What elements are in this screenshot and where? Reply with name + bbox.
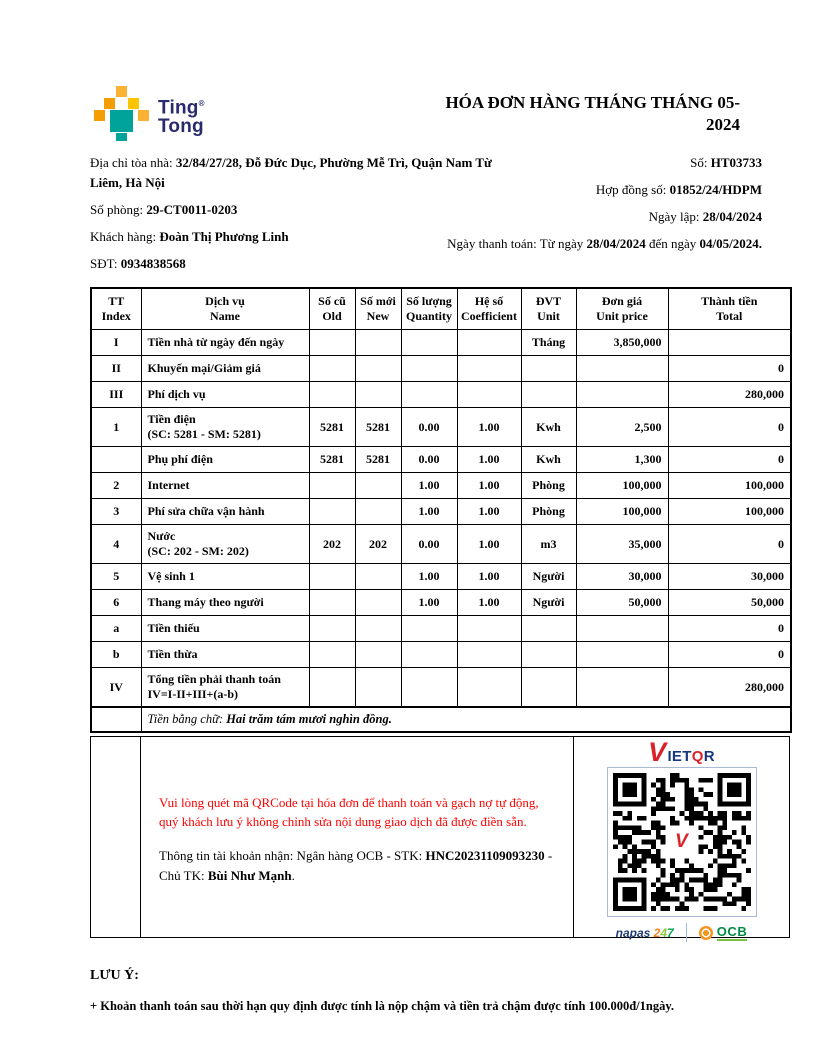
cell-old-reading	[309, 499, 355, 525]
qr-warning-note: Vui lòng quét mã QRCode tại hóa đơn để thanh toán và gạch nợ tự động, quý khách lưu ý không chỉnh sửa nội dung giao dịch đã được điền sẵn.	[159, 795, 539, 829]
cell-old-reading: 5281	[309, 447, 355, 473]
page-title: HÓA ĐƠN HÀNG THÁNG THÁNG 05-2024	[445, 93, 740, 134]
cell-quantity	[401, 616, 457, 642]
cell-old-reading	[309, 473, 355, 499]
cell-new-reading	[355, 473, 401, 499]
cell-index: 5	[91, 564, 141, 590]
vietqr-center-icon: V	[669, 829, 695, 855]
table-row	[91, 642, 791, 668]
cell-unit-price: 50,000	[576, 590, 668, 616]
cell-index: a	[91, 616, 141, 642]
cell-total: 30,000	[668, 564, 791, 590]
cell-coefficient: 1.00	[457, 447, 521, 473]
cell-total: 0	[668, 356, 791, 382]
table-row	[91, 525, 791, 564]
logo-square	[116, 133, 127, 141]
cell-quantity: 0.00	[401, 408, 457, 447]
logo-square	[104, 98, 115, 109]
customer-phone: SĐT: 0934838568	[90, 256, 186, 271]
payment-networks	[616, 923, 748, 942]
cell-unit: Kwh	[521, 447, 576, 473]
cell-old-reading	[309, 382, 355, 408]
cell-index: 3	[91, 499, 141, 525]
customer-name: Khách hàng: Đoàn Thị Phương Linh	[90, 229, 289, 244]
brand-name	[158, 86, 205, 141]
cell-unit: Người	[521, 564, 576, 590]
cell-new-reading: 5281	[355, 447, 401, 473]
cell-unit	[521, 668, 576, 708]
document-header	[90, 86, 790, 141]
table-header-row	[91, 288, 791, 330]
brand-line2: Tong	[158, 116, 204, 138]
cell-new-reading: 202	[355, 525, 401, 564]
cell-coefficient: 1.00	[457, 564, 521, 590]
cell-unit-price: 1,300	[576, 447, 668, 473]
invoice-info	[90, 153, 790, 274]
cell-index: 1	[91, 408, 141, 447]
qr-code-panel	[573, 737, 789, 940]
cell-index: 2	[91, 473, 141, 499]
tingtong-logo-icon	[94, 86, 149, 141]
cell-coefficient	[457, 330, 521, 356]
col-header-total: Thành tiền Total	[668, 288, 791, 330]
cell-new-reading	[355, 382, 401, 408]
cell-unit	[521, 616, 576, 642]
cell-coefficient	[457, 668, 521, 708]
logo-square	[110, 110, 133, 132]
receiving-account-info: Thông tin tài khoản nhận: Ngân hàng OCB - STK: HNC20231109093230 - Chủ TK: Bùi Như Mạnh.	[159, 848, 553, 883]
cell-coefficient: 1.00	[457, 499, 521, 525]
cell-unit	[521, 356, 576, 382]
cell-service-name: Tiền thiếu	[141, 616, 309, 642]
cell-coefficient: 1.00	[457, 525, 521, 564]
cell-old-reading	[309, 616, 355, 642]
table-row	[91, 330, 791, 356]
cell-old-reading	[309, 642, 355, 668]
cell-unit-price: 100,000	[576, 499, 668, 525]
cell-index: I	[91, 330, 141, 356]
cell-coefficient	[457, 616, 521, 642]
table-row	[91, 356, 791, 382]
cell-total: 280,000	[668, 382, 791, 408]
table-row	[91, 408, 791, 447]
cell-old-reading: 202	[309, 525, 355, 564]
cell-unit-price	[576, 616, 668, 642]
cell-index: IV	[91, 668, 141, 708]
col-header-unit: ĐVT Unit	[521, 288, 576, 330]
cell-total: 100,000	[668, 473, 791, 499]
cell-index: II	[91, 356, 141, 382]
table-row	[91, 564, 791, 590]
cell-unit-price	[576, 668, 668, 708]
table-row	[91, 473, 791, 499]
cell-service-name: Internet	[141, 473, 309, 499]
col-header-old: Số cũ Old	[309, 288, 355, 330]
logo-square	[138, 110, 149, 121]
col-header-coefficient: Hệ số Coefficient	[457, 288, 521, 330]
cell-index	[91, 447, 141, 473]
cell-service-name: Tiền nhà từ ngày đến ngày	[141, 330, 309, 356]
cell-service-name: Tiền điện (SC: 5281 - SM: 5281)	[141, 408, 309, 447]
building-address: Địa chỉ tòa nhà: 32/84/27/28, Đỗ Đức Dục, Phường Mễ Trì, Quận Nam Từ Liêm, Hà Nội	[90, 155, 492, 190]
vietqr-logo: V IET Q R	[648, 737, 715, 767]
cell-index: 4	[91, 525, 141, 564]
cell-total: 0	[668, 408, 791, 447]
cell-old-reading	[309, 330, 355, 356]
amount-in-words-spacer	[91, 707, 141, 732]
cell-coefficient: 1.00	[457, 590, 521, 616]
cell-new-reading	[355, 616, 401, 642]
late-payment-note: + Khoản thanh toán sau thời hạn quy định được tính là nộp chậm và tiền trả chậm được tính 100.000đ/1ngày.	[90, 999, 675, 1013]
col-header-quantity: Số lượng Quantity	[401, 288, 457, 330]
cell-total: 280,000	[668, 668, 791, 708]
ocb-logo: OCB	[699, 925, 748, 941]
qr-section-notes	[141, 737, 573, 937]
amount-in-words-row	[91, 707, 791, 732]
cell-coefficient	[457, 356, 521, 382]
cell-old-reading	[309, 564, 355, 590]
cell-unit: Tháng	[521, 330, 576, 356]
cell-service-name: Nước (SC: 202 - SM: 202)	[141, 525, 309, 564]
cell-quantity	[401, 330, 457, 356]
cell-total: 50,000	[668, 590, 791, 616]
cell-quantity: 0.00	[401, 447, 457, 473]
cell-total: 0	[668, 447, 791, 473]
cell-new-reading	[355, 499, 401, 525]
cell-service-name: Vệ sinh 1	[141, 564, 309, 590]
cell-unit-price	[576, 356, 668, 382]
cell-unit-price	[576, 642, 668, 668]
cell-old-reading: 5281	[309, 408, 355, 447]
logo-divider	[686, 923, 687, 942]
cell-total: 100,000	[668, 499, 791, 525]
cell-unit-price: 35,000	[576, 525, 668, 564]
invoice-table	[90, 287, 792, 733]
col-header-index: TT Index	[91, 288, 141, 330]
cell-quantity	[401, 642, 457, 668]
cell-unit-price: 30,000	[576, 564, 668, 590]
cell-coefficient: 1.00	[457, 473, 521, 499]
cell-old-reading	[309, 668, 355, 708]
cell-quantity: 1.00	[401, 473, 457, 499]
cell-quantity: 1.00	[401, 564, 457, 590]
napas-247-logo: napas 247	[615, 925, 674, 940]
cell-service-name: Phí sửa chữa vận hành	[141, 499, 309, 525]
tingtong-logo	[94, 86, 205, 141]
table-row	[91, 447, 791, 473]
table-row	[91, 668, 791, 708]
issue-date: Ngày lập: 28/04/2024	[648, 209, 762, 224]
table-row	[91, 616, 791, 642]
cell-unit-price: 3,850,000	[576, 330, 668, 356]
cell-unit-price	[576, 382, 668, 408]
cell-service-name: Tiền thừa	[141, 642, 309, 668]
cell-unit-price: 2,500	[576, 408, 668, 447]
cell-service-name: Phí dịch vụ	[141, 382, 309, 408]
cell-new-reading	[355, 668, 401, 708]
cell-unit	[521, 642, 576, 668]
cell-new-reading	[355, 564, 401, 590]
logo-square	[116, 86, 127, 97]
cell-new-reading	[355, 642, 401, 668]
invoice-table-body	[91, 330, 791, 708]
cell-service-name: Tổng tiền phải thanh toán IV=I-II+III+(a-b)	[141, 668, 309, 708]
logo-square	[128, 98, 139, 109]
cell-quantity: 0.00	[401, 525, 457, 564]
col-header-new: Số mới New	[355, 288, 401, 330]
contract-number: Hợp đồng số: 01852/24/HDPM	[595, 182, 762, 197]
cell-unit	[521, 382, 576, 408]
cell-quantity	[401, 382, 457, 408]
payment-qr-section	[90, 736, 790, 938]
cell-index: III	[91, 382, 141, 408]
col-header-unit-price: Đơn giá Unit price	[576, 288, 668, 330]
cell-unit: Phòng	[521, 499, 576, 525]
table-row	[91, 590, 791, 616]
ocb-tagline-bar	[717, 939, 748, 941]
info-right-column	[342, 153, 762, 261]
cell-unit: Người	[521, 590, 576, 616]
cell-quantity	[401, 356, 457, 382]
cell-new-reading	[355, 330, 401, 356]
cell-total: 0	[668, 616, 791, 642]
note-title: LƯU Ý:	[90, 968, 139, 983]
cell-new-reading: 5281	[355, 408, 401, 447]
qr-section-spacer	[91, 737, 141, 937]
table-row	[91, 499, 791, 525]
cell-total: 0	[668, 525, 791, 564]
payment-period: Ngày thanh toán: Từ ngày 28/04/2024 đến ngày 04/05/2024.	[447, 236, 762, 251]
cell-service-name: Phụ phí điện	[141, 447, 309, 473]
table-row	[91, 382, 791, 408]
cell-total	[668, 330, 791, 356]
cell-service-name: Thang máy theo người	[141, 590, 309, 616]
cell-coefficient	[457, 642, 521, 668]
logo-square	[94, 110, 105, 121]
cell-quantity: 1.00	[401, 590, 457, 616]
cell-unit-price: 100,000	[576, 473, 668, 499]
cell-service-name: Khuyến mại/Giảm giá	[141, 356, 309, 382]
room-number: Số phòng: 29-CT0011-0203	[90, 202, 238, 217]
ocb-icon	[699, 926, 713, 940]
cell-old-reading	[309, 590, 355, 616]
invoice-number: Số: HT03733	[690, 155, 762, 170]
cell-index: 6	[91, 590, 141, 616]
cell-quantity	[401, 668, 457, 708]
cell-unit: Kwh	[521, 408, 576, 447]
qr-code	[607, 767, 757, 917]
cell-new-reading	[355, 356, 401, 382]
cell-new-reading	[355, 590, 401, 616]
cell-unit: m3	[521, 525, 576, 564]
amount-in-words: Tiền bằng chữ: Hai trăm tám mươi nghìn đồng.	[141, 707, 791, 732]
col-header-name: Dịch vụ Name	[141, 288, 309, 330]
cell-unit: Phòng	[521, 473, 576, 499]
cell-old-reading	[309, 356, 355, 382]
cell-quantity: 1.00	[401, 499, 457, 525]
registered-mark: ®	[198, 99, 205, 108]
brand-line1: Ting	[158, 97, 199, 119]
cell-coefficient: 1.00	[457, 408, 521, 447]
cell-coefficient	[457, 382, 521, 408]
cell-index: b	[91, 642, 141, 668]
cell-total: 0	[668, 642, 791, 668]
